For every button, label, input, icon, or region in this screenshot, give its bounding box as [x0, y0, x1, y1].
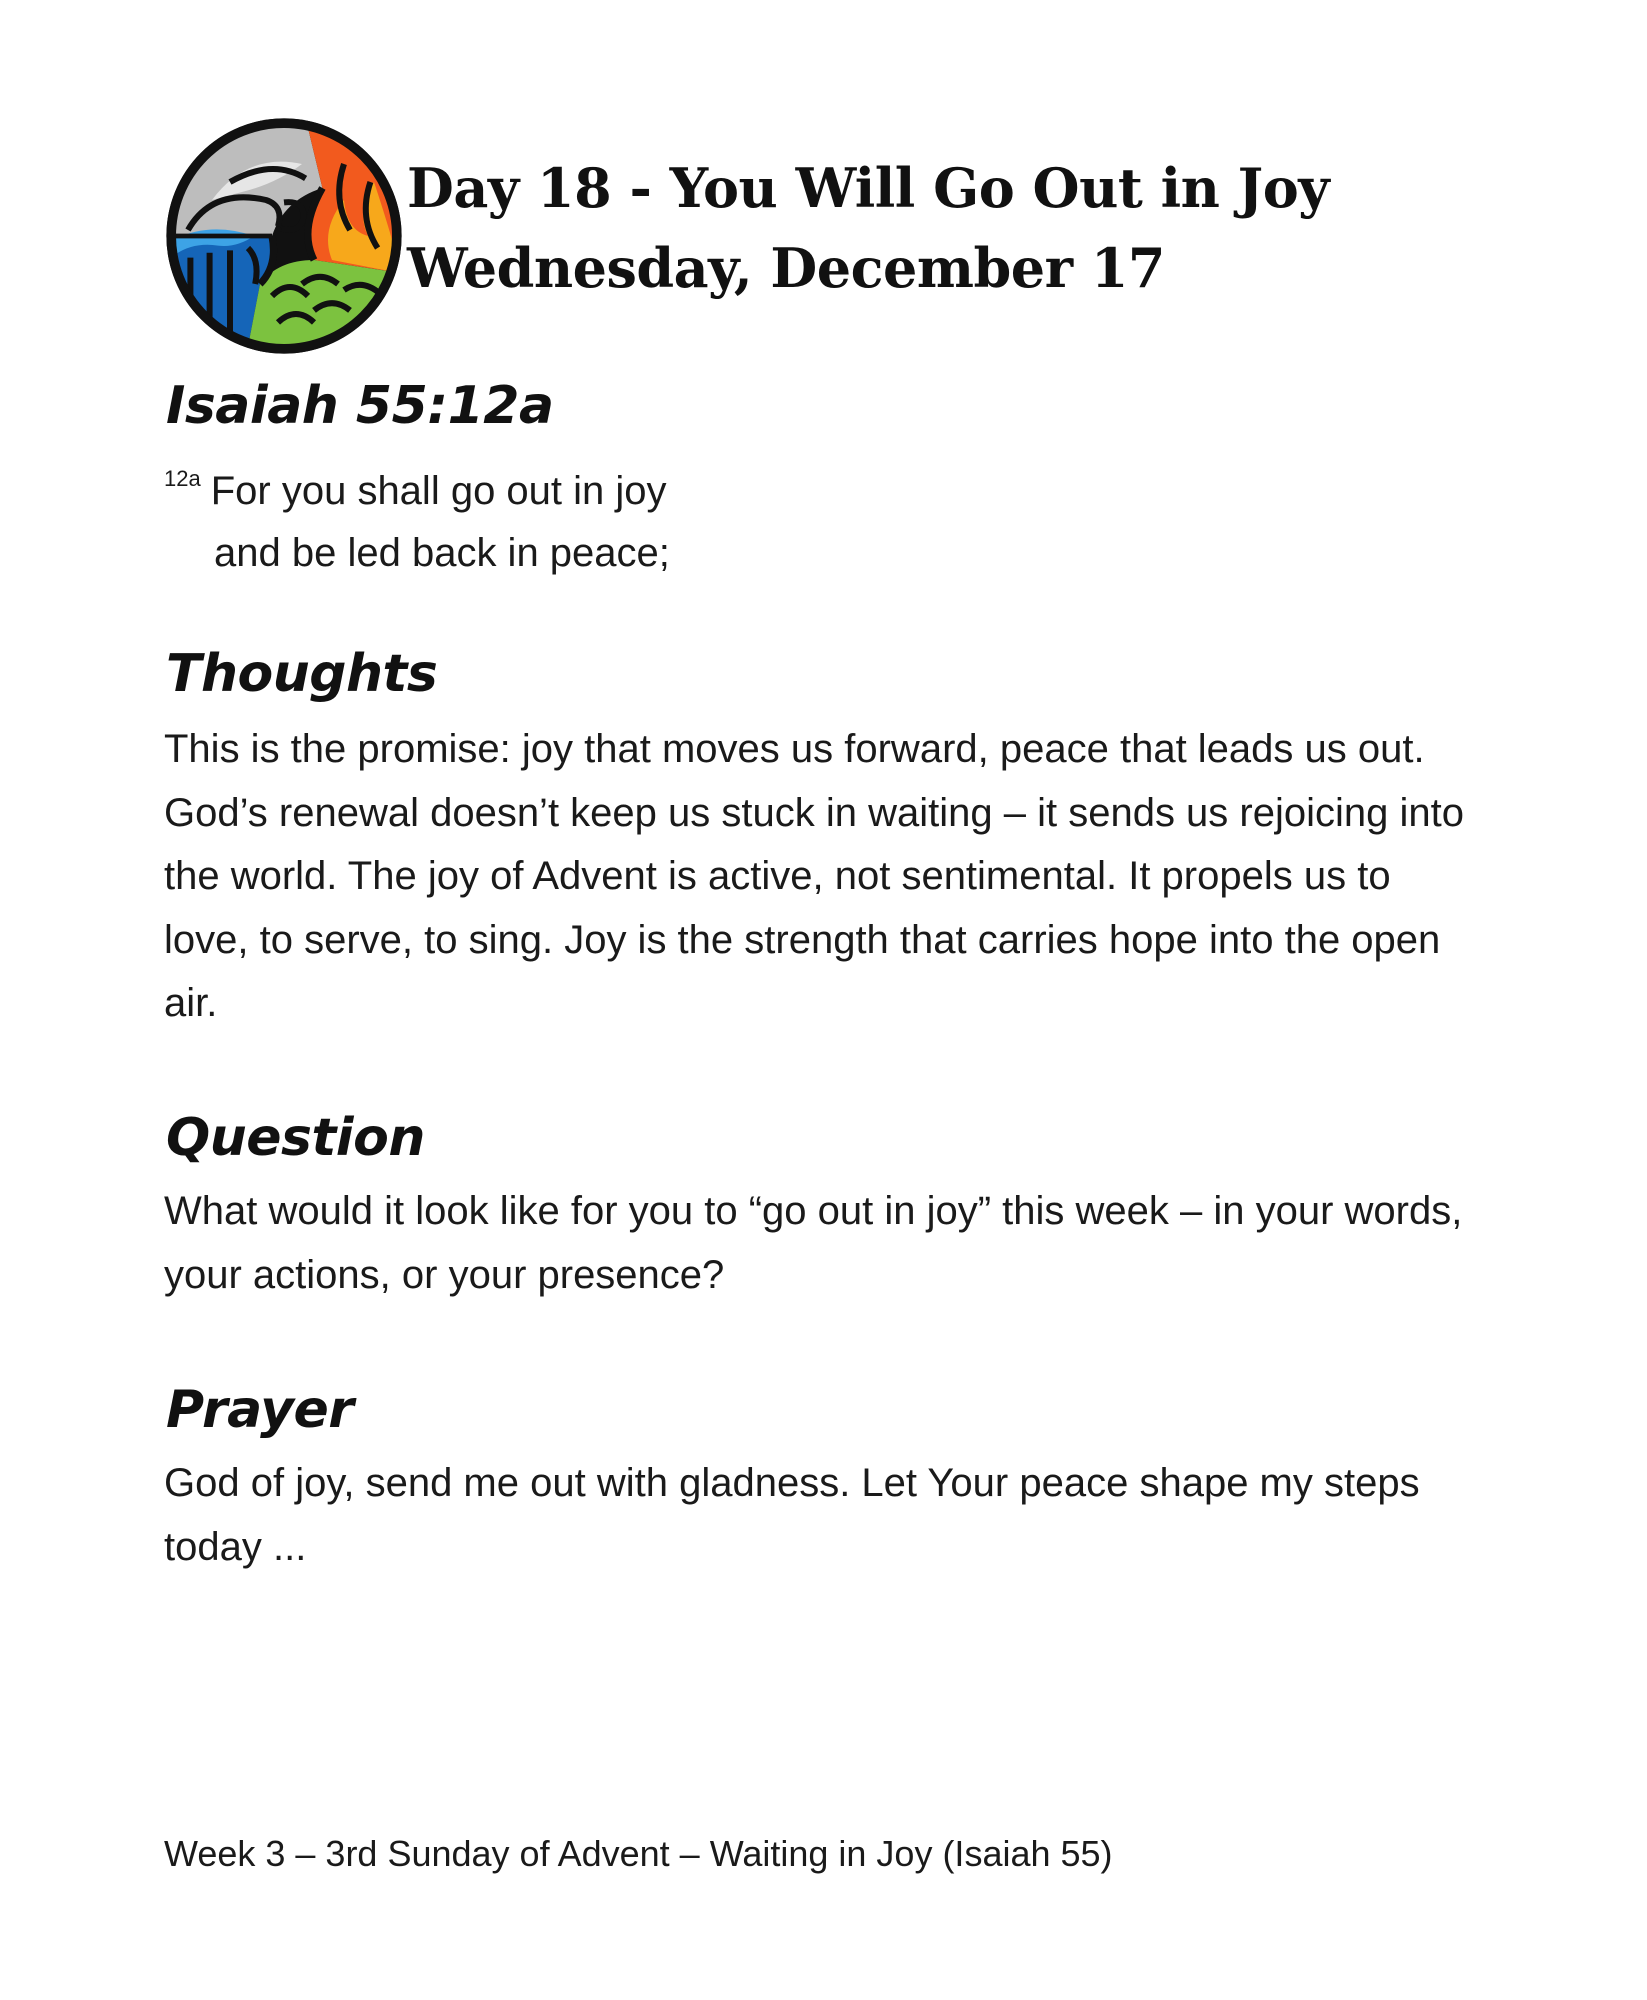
thoughts-heading: Thoughts: [166, 644, 438, 704]
scripture-reference: Isaiah 55:12a: [166, 376, 554, 436]
page-date: Wednesday, December 17: [407, 236, 1165, 300]
thoughts-text: This is the promise: joy that moves us forward, peace that leads us out. God’s renewal doesn’t keep us stuck in waiting – it sends us rejoicing into the world. The joy of Advent is active, not sentimental. It propels us to love, to serve, to sing. Joy is the strength that carries hope into the open air.: [164, 727, 1464, 1025]
title-block: [407, 148, 1329, 308]
verse-number: 12a: [164, 466, 201, 491]
prayer-text: God of joy, send me out with gladness. Let Your peace shape my steps today ...: [164, 1461, 1420, 1569]
question-text: What would it look like for you to “go out in joy” this week – in your words, your actions, or your presence?: [164, 1189, 1463, 1297]
verse-text-1: For you shall go out in joy: [210, 469, 667, 513]
question-heading: Question: [166, 1108, 425, 1168]
footer-text: Week 3 – 3rd Sunday of Advent – Waiting in Joy (Isaiah 55): [164, 1833, 1113, 1874]
prayer-heading: Prayer: [166, 1380, 354, 1440]
verse-line-1: [164, 448, 670, 522]
page-title: Day 18 - You Will Go Out in Joy: [407, 156, 1330, 220]
advent-elements-circle-logo-icon: [164, 116, 404, 356]
scripture-verse: [164, 448, 670, 584]
verse-line-2: and be led back in peace;: [214, 531, 670, 575]
